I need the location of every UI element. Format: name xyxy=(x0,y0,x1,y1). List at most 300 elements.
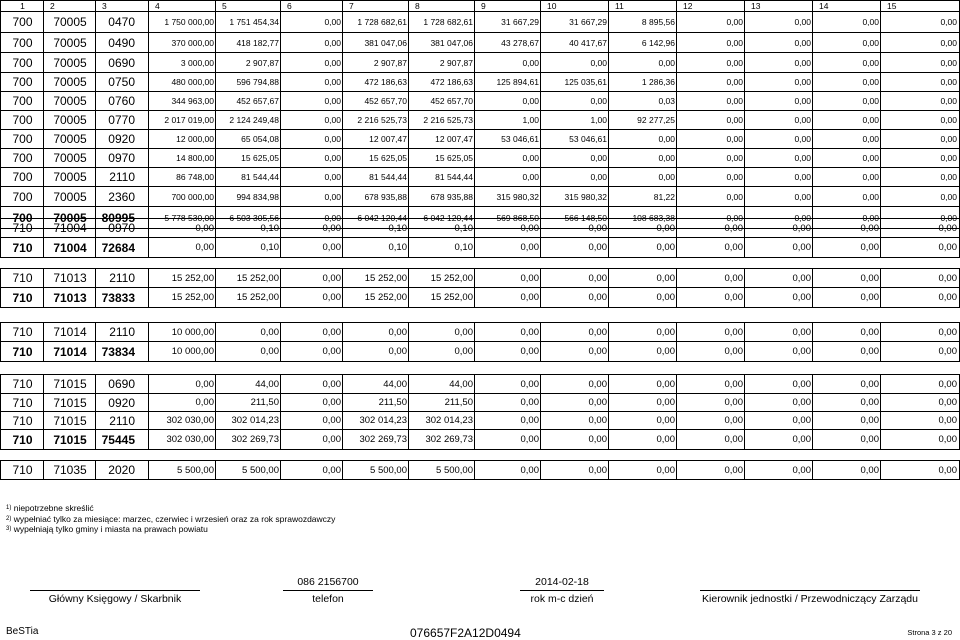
table-cell: 0,00 xyxy=(676,53,745,73)
table-row xyxy=(0,460,960,480)
table-cell: 0,00 xyxy=(540,460,609,480)
table-cell: 10 000,00 xyxy=(148,342,216,362)
table-cell: 71013 xyxy=(43,268,96,288)
table-cell: 71015 xyxy=(43,394,96,412)
table-cell: 12 007,47 xyxy=(408,130,475,149)
table-row xyxy=(0,149,960,168)
table-cell: 0,00 xyxy=(812,207,881,229)
table-cell: 70005 xyxy=(43,168,96,187)
table-cell: 5 500,00 xyxy=(342,460,409,480)
table-cell: 0,00 xyxy=(474,394,541,412)
table-cell: 0,00 xyxy=(280,111,343,130)
table-cell: 710 xyxy=(0,394,44,412)
table-cell: 700 xyxy=(0,149,44,168)
header-cell: 11 xyxy=(608,0,677,12)
table-cell: 0,00 xyxy=(608,53,677,73)
table-cell: 302 014,23 xyxy=(215,412,281,430)
header-cell: 3 xyxy=(95,0,149,12)
table-row xyxy=(0,168,960,187)
table-cell: 0,00 xyxy=(744,394,813,412)
table-cell: 0,00 xyxy=(880,187,960,207)
table-cell: 0,00 xyxy=(812,268,881,288)
footnote-1: $^{1)}$ niepotrzebne skreślić xyxy=(6,503,94,513)
table-cell: 2110 xyxy=(95,322,149,342)
table-cell: 71014 xyxy=(43,322,96,342)
table-cell: 302 269,73 xyxy=(342,430,409,450)
table-cell: 0,00 xyxy=(608,288,677,308)
table-cell: 0,00 xyxy=(812,342,881,362)
table-cell: 0,00 xyxy=(280,53,343,73)
table-cell: 31 667,29 xyxy=(474,12,541,33)
table-cell: 0,00 xyxy=(812,374,881,394)
table-cell: 15 625,05 xyxy=(408,149,475,168)
table-cell: 700 000,00 xyxy=(148,187,216,207)
table-cell: 0,00 xyxy=(474,92,541,111)
table-cell: 92 277,25 xyxy=(608,111,677,130)
table-cell: 0970 xyxy=(95,149,149,168)
table-cell: 302 014,23 xyxy=(408,412,475,430)
table-cell: 0,00 xyxy=(280,460,343,480)
table-cell: 678 935,88 xyxy=(342,187,409,207)
table-cell: 0,00 xyxy=(280,92,343,111)
table-cell: 0,00 xyxy=(676,149,745,168)
table-cell: 0,00 xyxy=(880,111,960,130)
table-cell: 0,00 xyxy=(676,187,745,207)
table-cell: 5 500,00 xyxy=(215,460,281,480)
table-cell: 370 000,00 xyxy=(148,33,216,53)
table-cell: 700 xyxy=(0,33,44,53)
table-cell: 0490 xyxy=(95,33,149,53)
table-cell: 0,00 xyxy=(676,111,745,130)
table-cell: 710 xyxy=(0,412,44,430)
table-cell: 73833 xyxy=(95,288,149,308)
footnote-2: $^{2)}$ wypełniać tylko za miesiące: marzec, czerwiec i wrzesień oraz za rok sprawozdawczy xyxy=(6,513,336,524)
table-cell: 480 000,00 xyxy=(148,73,216,92)
table-cell: 1,00 xyxy=(474,111,541,130)
table-cell: 0920 xyxy=(95,130,149,149)
table-cell: 0,00 xyxy=(744,187,813,207)
table-cell: 0,00 xyxy=(342,322,409,342)
table-cell: 0,00 xyxy=(408,342,475,362)
date-value: 2014-02-18 xyxy=(535,576,589,588)
table-cell: 0,00 xyxy=(540,394,609,412)
table-cell: 0,00 xyxy=(744,322,813,342)
table-cell: 0,00 xyxy=(608,374,677,394)
table-cell: 0,00 xyxy=(540,322,609,342)
table-cell: 2110 xyxy=(95,268,149,288)
table-cell: 0,00 xyxy=(280,374,343,394)
table-cell: 710 xyxy=(0,238,44,258)
table-cell: 40 417,67 xyxy=(540,33,609,53)
table-cell: 0,00 xyxy=(280,73,343,92)
table-cell: 0,00 xyxy=(812,149,881,168)
table-cell: 0,00 xyxy=(744,342,813,362)
phone-value: 086 2156700 xyxy=(297,576,359,588)
table-cell: 0760 xyxy=(95,92,149,111)
table-cell: 0,10 xyxy=(342,218,409,238)
table-cell: 700 xyxy=(0,187,44,207)
table-cell: 0,00 xyxy=(880,53,960,73)
table-cell: 452 657,67 xyxy=(215,92,281,111)
table-cell: 700 xyxy=(0,73,44,92)
header-cell: 14 xyxy=(812,0,881,12)
table-cell: 2 907,87 xyxy=(408,53,475,73)
table-cell: 0,00 xyxy=(474,268,541,288)
table-cell: 0,00 xyxy=(880,412,960,430)
table-row xyxy=(0,268,960,288)
table-cell: 70005 xyxy=(43,207,96,229)
table-cell: 0,00 xyxy=(540,342,609,362)
table-cell: 710 xyxy=(0,218,44,238)
table-cell: 710 xyxy=(0,342,44,362)
table-cell: 0,00 xyxy=(540,149,609,168)
table-cell: 994 834,98 xyxy=(215,187,281,207)
table-cell: 0,00 xyxy=(215,322,281,342)
table-cell: 108 683,38 xyxy=(608,207,677,229)
table-cell: 418 182,77 xyxy=(215,33,281,53)
table-cell: 596 794,88 xyxy=(215,73,281,92)
table-cell: 0,00 xyxy=(812,322,881,342)
table-cell: 0,00 xyxy=(280,394,343,412)
table-cell: 0,00 xyxy=(812,12,881,33)
table-cell: 0,00 xyxy=(676,207,745,229)
table-cell: 700 xyxy=(0,92,44,111)
table-row xyxy=(0,374,960,394)
head-label: Kierownik jednostki / Przewodniczący Zarządu xyxy=(702,593,918,605)
header-cell: 12 xyxy=(676,0,745,12)
table-cell: 0,00 xyxy=(744,111,813,130)
table-cell: 0,00 xyxy=(540,53,609,73)
table-cell: 0,00 xyxy=(812,187,881,207)
date-label: rok m-c dzień xyxy=(530,593,594,605)
table-cell: 0,00 xyxy=(812,111,881,130)
table-cell: 70005 xyxy=(43,12,96,33)
table-cell: 0,00 xyxy=(280,322,343,342)
table-cell: 0,00 xyxy=(280,33,343,53)
table-cell: 0,00 xyxy=(812,92,881,111)
table-cell: 0,00 xyxy=(676,268,745,288)
table-cell: 678 935,88 xyxy=(408,187,475,207)
table-cell: 0,00 xyxy=(608,322,677,342)
table-cell: 0970 xyxy=(95,218,149,238)
table-cell: 0,00 xyxy=(880,394,960,412)
table-cell: 2110 xyxy=(95,412,149,430)
table-cell: 15 252,00 xyxy=(148,288,216,308)
table-cell: 302 014,23 xyxy=(342,412,409,430)
table-cell: 0,00 xyxy=(880,73,960,92)
table-cell: 0,00 xyxy=(676,394,745,412)
table-row xyxy=(0,130,960,149)
table-cell: 0920 xyxy=(95,394,149,412)
header-cell: 8 xyxy=(408,0,475,12)
table-cell: 0,00 xyxy=(812,53,881,73)
table-cell: 0,00 xyxy=(676,412,745,430)
table-cell: 0,00 xyxy=(812,130,881,149)
table-cell: 80995 xyxy=(95,207,149,229)
table-cell: 71004 xyxy=(43,238,96,258)
table-cell: 0,00 xyxy=(474,218,541,238)
table-cell: 0,00 xyxy=(744,218,813,238)
table-cell: 0,00 xyxy=(880,374,960,394)
table-cell: 0,00 xyxy=(280,268,343,288)
table-cell: 0,00 xyxy=(812,33,881,53)
table-cell: 31 667,29 xyxy=(540,12,609,33)
table-cell: 1 728 682,61 xyxy=(342,12,409,33)
table-cell: 452 657,70 xyxy=(342,92,409,111)
table-cell: 0,10 xyxy=(342,238,409,258)
table-cell: 2 907,87 xyxy=(342,53,409,73)
table-cell: 0,10 xyxy=(408,218,475,238)
table-cell: 0,00 xyxy=(744,130,813,149)
table-cell: 15 252,00 xyxy=(408,268,475,288)
table-cell: 0,00 xyxy=(744,268,813,288)
table-cell: 5 778 530,00 xyxy=(148,207,216,229)
table-cell: 71015 xyxy=(43,374,96,394)
table-cell: 81 544,44 xyxy=(408,168,475,187)
footnotes xyxy=(6,503,335,535)
table-cell: 2020 xyxy=(95,460,149,480)
table-cell: 0,00 xyxy=(540,412,609,430)
table-cell: 0,00 xyxy=(540,430,609,450)
table-cell: 0,00 xyxy=(880,238,960,258)
table-cell: 0,00 xyxy=(676,288,745,308)
phone-line xyxy=(283,590,373,591)
table-cell: 0,00 xyxy=(148,394,216,412)
table-cell: 81 544,44 xyxy=(342,168,409,187)
table-cell: 0,00 xyxy=(880,149,960,168)
table-row xyxy=(0,92,960,111)
table-cell: 0,00 xyxy=(676,218,745,238)
table-cell: 0,03 xyxy=(608,92,677,111)
table-row xyxy=(0,53,960,73)
table-cell: 0,00 xyxy=(676,130,745,149)
table-cell: 5 500,00 xyxy=(148,460,216,480)
table-cell: 0,00 xyxy=(880,322,960,342)
table-cell: 0,00 xyxy=(676,342,745,362)
table-cell: 0,00 xyxy=(540,238,609,258)
table-cell: 0,00 xyxy=(280,130,343,149)
table-cell: 15 252,00 xyxy=(215,288,281,308)
table-cell: 0,00 xyxy=(540,268,609,288)
table-cell: 0,00 xyxy=(474,460,541,480)
table-cell: 0,00 xyxy=(280,342,343,362)
table-cell: 0,00 xyxy=(744,238,813,258)
table-cell: 15 252,00 xyxy=(148,268,216,288)
table-cell: 0,00 xyxy=(280,238,343,258)
table-row xyxy=(0,430,960,450)
table-cell: 2 216 525,73 xyxy=(408,111,475,130)
table-cell: 569 868,50 xyxy=(474,207,541,229)
accountant-label: Główny Księgowy / Skarbnik xyxy=(48,593,182,605)
table-cell: 0,00 xyxy=(280,12,343,33)
table-cell: 0690 xyxy=(95,53,149,73)
table-cell: 0,00 xyxy=(280,207,343,229)
table-cell: 70005 xyxy=(43,149,96,168)
table-cell: 0,00 xyxy=(744,149,813,168)
table-cell: 15 252,00 xyxy=(342,288,409,308)
header-cell: 6 xyxy=(280,0,343,12)
table-cell: 5 500,00 xyxy=(408,460,475,480)
header-cell: 2 xyxy=(43,0,96,12)
table-cell: 0,00 xyxy=(280,149,343,168)
table-cell: 302 269,73 xyxy=(215,430,281,450)
table-cell: 211,50 xyxy=(215,394,281,412)
table-cell: 710 xyxy=(0,374,44,394)
page-number: Strona 3 z 20 xyxy=(907,628,952,637)
table-cell: 6 042 120,44 xyxy=(342,207,409,229)
table-cell: 44,00 xyxy=(215,374,281,394)
table-cell: 71014 xyxy=(43,342,96,362)
table-cell: 1 750 000,00 xyxy=(148,12,216,33)
table-cell: 12 000,00 xyxy=(148,130,216,149)
table-row xyxy=(0,288,960,308)
table-cell: 0,00 xyxy=(474,374,541,394)
table-cell: 53 046,61 xyxy=(474,130,541,149)
table-cell: 70005 xyxy=(43,92,96,111)
table-cell: 125 035,61 xyxy=(540,73,609,92)
table-cell: 0,00 xyxy=(744,168,813,187)
table-cell: 10 000,00 xyxy=(148,322,216,342)
table-cell: 44,00 xyxy=(408,374,475,394)
table-cell: 0,00 xyxy=(608,430,677,450)
table-cell: 0,00 xyxy=(676,322,745,342)
table-cell: 0,00 xyxy=(812,238,881,258)
table-cell: 700 xyxy=(0,53,44,73)
header-cell: 4 xyxy=(148,0,216,12)
table-cell: 0470 xyxy=(95,12,149,33)
table-cell: 700 xyxy=(0,12,44,33)
table-row xyxy=(0,33,960,53)
table-cell: 72684 xyxy=(95,238,149,258)
table-cell: 211,50 xyxy=(342,394,409,412)
table-cell: 0,00 xyxy=(540,168,609,187)
table-cell: 0,00 xyxy=(812,168,881,187)
table-cell: 71015 xyxy=(43,412,96,430)
accountant-line xyxy=(30,590,200,591)
table-cell: 71013 xyxy=(43,288,96,308)
table-cell: 0690 xyxy=(95,374,149,394)
table-cell: 302 030,00 xyxy=(148,412,216,430)
table-cell: 0,00 xyxy=(280,187,343,207)
table-cell: 381 047,06 xyxy=(342,33,409,53)
header-cell: 10 xyxy=(540,0,609,12)
footnote-3: $^{3)}$ wypełniają tylko gminy i miasta na prawach powiatu xyxy=(6,524,208,534)
header-cell: 7 xyxy=(342,0,409,12)
table-cell: 0,00 xyxy=(676,33,745,53)
table-cell: 0,00 xyxy=(408,322,475,342)
table-cell: 0,00 xyxy=(608,412,677,430)
header-cell: 9 xyxy=(474,0,541,12)
table-cell: 1 728 682,61 xyxy=(408,12,475,33)
table-cell: 0,00 xyxy=(880,218,960,238)
table-cell: 0,00 xyxy=(676,238,745,258)
table-cell: 0,00 xyxy=(280,218,343,238)
table-cell: 15 625,05 xyxy=(215,149,281,168)
table-cell: 0,00 xyxy=(880,92,960,111)
table-cell: 0,00 xyxy=(812,460,881,480)
table-cell: 566 148,50 xyxy=(540,207,609,229)
table-cell: 0,00 xyxy=(280,168,343,187)
table-cell: 0,00 xyxy=(880,168,960,187)
table-cell: 65 054,08 xyxy=(215,130,281,149)
table-cell: 15 252,00 xyxy=(342,268,409,288)
header-cell: 1 xyxy=(0,0,44,12)
table-cell: 0,00 xyxy=(540,288,609,308)
table-cell: 86 748,00 xyxy=(148,168,216,187)
table-cell: 0,00 xyxy=(474,322,541,342)
table-cell: 44,00 xyxy=(342,374,409,394)
table-cell: 0,00 xyxy=(744,207,813,229)
table-cell: 0,00 xyxy=(744,288,813,308)
table-cell: 70005 xyxy=(43,111,96,130)
table-cell: 0,10 xyxy=(408,238,475,258)
table-cell: 0,00 xyxy=(215,342,281,362)
table-cell: 315 980,32 xyxy=(474,187,541,207)
table-row xyxy=(0,218,960,238)
table-cell: 2 216 525,73 xyxy=(342,111,409,130)
table-cell: 710 xyxy=(0,268,44,288)
table-cell: 0,00 xyxy=(744,460,813,480)
table-row xyxy=(0,111,960,130)
table-cell: 700 xyxy=(0,130,44,149)
table-cell: 211,50 xyxy=(408,394,475,412)
table-cell: 710 xyxy=(0,430,44,450)
table-cell: 0,00 xyxy=(676,92,745,111)
table-cell: 700 xyxy=(0,207,44,229)
table-cell: 6 042 120,44 xyxy=(408,207,475,229)
table-cell: 0,00 xyxy=(880,33,960,53)
table-cell: 700 xyxy=(0,111,44,130)
table-cell: 0,00 xyxy=(608,268,677,288)
table-cell: 0,00 xyxy=(280,430,343,450)
table-cell: 0,00 xyxy=(474,288,541,308)
table-cell: 0,00 xyxy=(148,238,216,258)
table-cell: 70005 xyxy=(43,187,96,207)
table-cell: 0,00 xyxy=(744,412,813,430)
table-cell: 1 286,36 xyxy=(608,73,677,92)
table-cell: 0,00 xyxy=(744,12,813,33)
header-cell: 15 xyxy=(880,0,960,12)
table-cell: 315 980,32 xyxy=(540,187,609,207)
table-row xyxy=(0,342,960,362)
table-cell: 43 278,67 xyxy=(474,33,541,53)
table-cell: 381 047,06 xyxy=(408,33,475,53)
table-cell: 71004 xyxy=(43,218,96,238)
table-cell: 302 269,73 xyxy=(408,430,475,450)
table-cell: 12 007,47 xyxy=(342,130,409,149)
table-cell: 0,00 xyxy=(608,149,677,168)
table-cell: 0,00 xyxy=(474,238,541,258)
table-cell: 0,00 xyxy=(880,268,960,288)
table-cell: 452 657,70 xyxy=(408,92,475,111)
table-cell: 15 252,00 xyxy=(215,268,281,288)
table-cell: 0,00 xyxy=(676,73,745,92)
table-cell: 0,00 xyxy=(812,73,881,92)
table-cell: 0,00 xyxy=(676,168,745,187)
table-cell: 2110 xyxy=(95,168,149,187)
table-cell: 71035 xyxy=(43,460,96,480)
table-cell: 2 017 019,00 xyxy=(148,111,216,130)
table-cell: 6 142,96 xyxy=(608,33,677,53)
table-cell: 0,00 xyxy=(880,430,960,450)
table-cell: 0,00 xyxy=(812,288,881,308)
table-cell: 0,00 xyxy=(608,460,677,480)
table-cell: 0,00 xyxy=(744,33,813,53)
table-cell: 71015 xyxy=(43,430,96,450)
table-cell: 70005 xyxy=(43,53,96,73)
table-cell: 0,00 xyxy=(880,207,960,229)
table-row xyxy=(0,73,960,92)
